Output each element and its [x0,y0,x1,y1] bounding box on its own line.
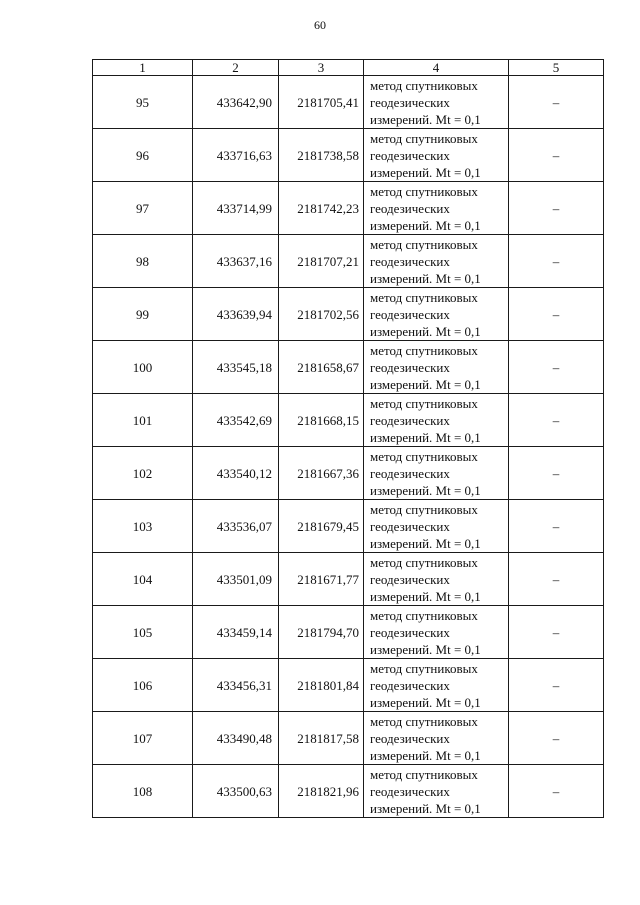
description-cell: – [509,288,604,341]
table-row [93,288,604,341]
description-cell: – [509,765,604,818]
method-line: измерений. Mt = 0,1 [370,535,481,551]
table-row [93,76,604,129]
method-line: геодезических [370,200,450,216]
point-number-cell: 107 [93,712,193,765]
method-line: измерений. Mt = 0,1 [370,800,481,816]
y-coordinate-cell: 2181821,96 [279,765,364,818]
method-line: измерений. Mt = 0,1 [370,217,481,233]
x-coordinate-cell: 433542,69 [193,394,279,447]
method-cell [364,553,509,606]
point-number-cell: 102 [93,447,193,500]
point-number-cell: 105 [93,606,193,659]
table-row [93,659,604,712]
method-line: метод спутниковых [370,766,478,782]
table-row [93,129,604,182]
method-line: геодезических [370,147,450,163]
point-number-cell: 104 [93,553,193,606]
header-cell: 5 [509,60,604,76]
method-cell [364,765,509,818]
point-number-cell: 100 [93,341,193,394]
table-row [93,500,604,553]
point-number-cell: 95 [93,76,193,129]
y-coordinate-cell: 2181702,56 [279,288,364,341]
method-line: геодезических [370,783,450,799]
point-number-cell: 108 [93,765,193,818]
method-line: метод спутниковых [370,342,478,358]
table-row [93,447,604,500]
method-line: метод спутниковых [370,501,478,517]
y-coordinate-cell: 2181794,70 [279,606,364,659]
header-cell: 4 [364,60,509,76]
method-line: измерений. Mt = 0,1 [370,323,481,339]
table-row [93,341,604,394]
table-row [93,712,604,765]
method-cell [364,129,509,182]
y-coordinate-cell: 2181707,21 [279,235,364,288]
method-line: измерений. Mt = 0,1 [370,641,481,657]
point-number-cell: 101 [93,394,193,447]
method-cell [364,76,509,129]
method-line: геодезических [370,624,450,640]
y-coordinate-cell: 2181738,58 [279,129,364,182]
coordinates-table [92,59,604,818]
description-cell: – [509,235,604,288]
table-row [93,235,604,288]
description-cell: – [509,447,604,500]
method-cell [364,712,509,765]
y-coordinate-cell: 2181671,77 [279,553,364,606]
point-number-cell: 97 [93,182,193,235]
point-number-cell: 99 [93,288,193,341]
x-coordinate-cell: 433490,48 [193,712,279,765]
description-cell: – [509,341,604,394]
method-cell [364,394,509,447]
table-row [93,553,604,606]
method-line: измерений. Mt = 0,1 [370,376,481,392]
method-line: геодезических [370,306,450,322]
description-cell: – [509,500,604,553]
x-coordinate-cell: 433639,94 [193,288,279,341]
method-cell [364,606,509,659]
y-coordinate-cell: 2181668,15 [279,394,364,447]
method-line: метод спутниковых [370,395,478,411]
y-coordinate-cell: 2181667,36 [279,447,364,500]
description-cell: – [509,553,604,606]
method-line: измерений. Mt = 0,1 [370,588,481,604]
description-cell: – [509,76,604,129]
method-cell [364,288,509,341]
header-cell: 2 [193,60,279,76]
method-line: метод спутниковых [370,236,478,252]
x-coordinate-cell: 433714,99 [193,182,279,235]
table-body [93,76,604,818]
method-line: метод спутниковых [370,713,478,729]
description-cell: – [509,129,604,182]
x-coordinate-cell: 433545,18 [193,341,279,394]
method-cell [364,182,509,235]
method-line: метод спутниковых [370,130,478,146]
point-number-cell: 96 [93,129,193,182]
y-coordinate-cell: 2181742,23 [279,182,364,235]
method-line: геодезических [370,253,450,269]
method-line: метод спутниковых [370,660,478,676]
description-cell: – [509,606,604,659]
point-number-cell: 106 [93,659,193,712]
method-line: измерений. Mt = 0,1 [370,482,481,498]
method-line: метод спутниковых [370,554,478,570]
table-row [93,394,604,447]
table-header-row [93,60,604,76]
method-line: геодезических [370,571,450,587]
header-cell: 1 [93,60,193,76]
method-cell [364,500,509,553]
table-row [93,606,604,659]
method-cell [364,447,509,500]
y-coordinate-cell: 2181801,84 [279,659,364,712]
method-line: геодезических [370,465,450,481]
table-row [93,765,604,818]
method-cell [364,659,509,712]
table-row [93,182,604,235]
y-coordinate-cell: 2181817,58 [279,712,364,765]
method-cell [364,341,509,394]
x-coordinate-cell: 433459,14 [193,606,279,659]
description-cell: – [509,712,604,765]
method-line: метод спутниковых [370,448,478,464]
x-coordinate-cell: 433456,31 [193,659,279,712]
method-line: геодезических [370,677,450,693]
method-line: геодезических [370,730,450,746]
method-line: метод спутниковых [370,183,478,199]
x-coordinate-cell: 433500,63 [193,765,279,818]
method-line: геодезических [370,412,450,428]
y-coordinate-cell: 2181705,41 [279,76,364,129]
method-line: измерений. Mt = 0,1 [370,111,481,127]
method-line: геодезических [370,518,450,534]
x-coordinate-cell: 433501,09 [193,553,279,606]
method-line: измерений. Mt = 0,1 [370,747,481,763]
x-coordinate-cell: 433716,63 [193,129,279,182]
x-coordinate-cell: 433540,12 [193,447,279,500]
method-line: геодезических [370,359,450,375]
point-number-cell: 98 [93,235,193,288]
description-cell: – [509,394,604,447]
y-coordinate-cell: 2181679,45 [279,500,364,553]
point-number-cell: 103 [93,500,193,553]
description-cell: – [509,659,604,712]
description-cell: – [509,182,604,235]
method-line: измерений. Mt = 0,1 [370,164,481,180]
method-line: измерений. Mt = 0,1 [370,429,481,445]
method-line: геодезических [370,94,450,110]
page-number: 60 [314,18,326,32]
x-coordinate-cell: 433637,16 [193,235,279,288]
method-cell [364,235,509,288]
x-coordinate-cell: 433642,90 [193,76,279,129]
method-line: измерений. Mt = 0,1 [370,694,481,710]
method-line: измерений. Mt = 0,1 [370,270,481,286]
method-line: метод спутниковых [370,607,478,623]
method-line: метод спутниковых [370,289,478,305]
y-coordinate-cell: 2181658,67 [279,341,364,394]
header-cell: 3 [279,60,364,76]
method-line: метод спутниковых [370,77,478,93]
x-coordinate-cell: 433536,07 [193,500,279,553]
